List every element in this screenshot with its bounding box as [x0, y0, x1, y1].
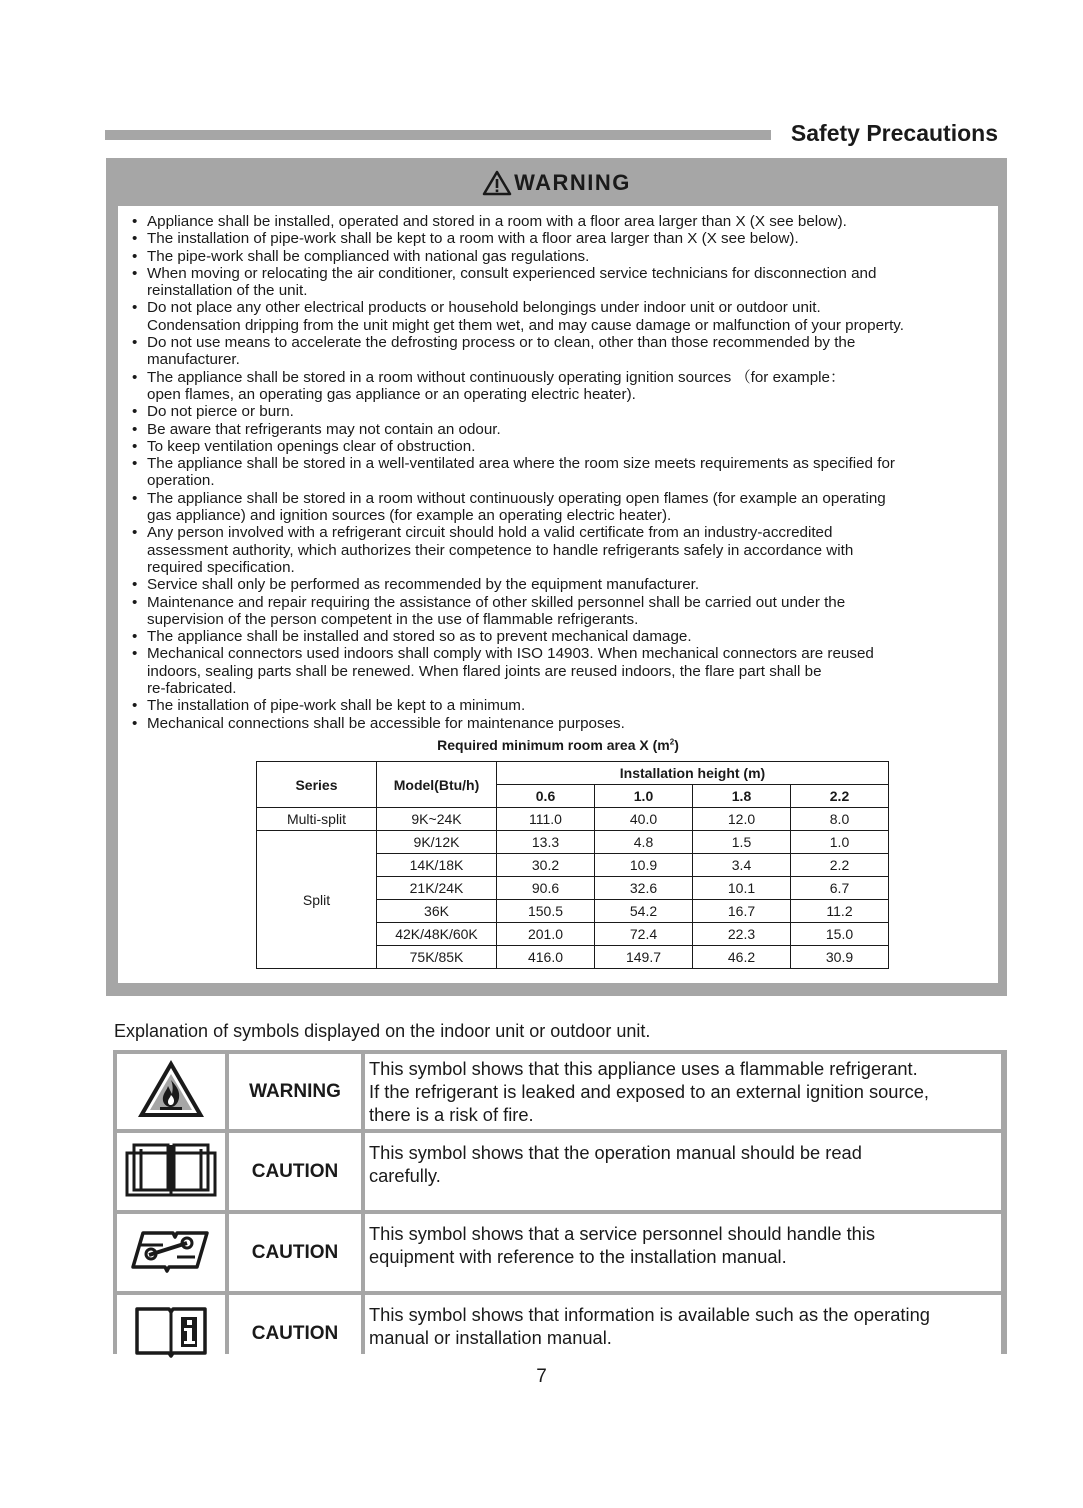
info-manual-icon: [133, 1303, 209, 1359]
warning-title: WARNING: [514, 170, 631, 195]
table-row: [257, 808, 889, 831]
section-title: Safety Precautions: [790, 120, 998, 146]
warning-header: [106, 158, 1007, 206]
value-cell: 149.7: [595, 946, 693, 969]
warning-bullet: • Mechanical connectors used indoors shall comply with ISO 14903. When mechanical connectors are reused indoors, sealing parts shall be renewed. When flared joints are reused indoors, the flare part shall be re-fabricated.: [130, 645, 1000, 697]
value-cell: 1.5: [693, 831, 791, 854]
warning-bullet: • To keep ventilation openings clear of obstruction.: [130, 438, 1000, 455]
symbol-row: [117, 1214, 1001, 1291]
value-cell: 10.1: [693, 877, 791, 900]
series-cell: Split: [257, 831, 377, 969]
value-cell: 201.0: [497, 923, 595, 946]
warning-triangle-icon: [482, 170, 512, 196]
warning-bullet: • The appliance shall be stored in a room without continuously operating open flames (for example an operating gas appliance) and ignition sources (for example an operating electric heater).: [130, 490, 1000, 525]
value-cell: 54.2: [595, 900, 693, 923]
warning-bullet: • Do not use means to accelerate the defrosting process or to clean, other than those recommended by the manufacturer.: [130, 334, 1000, 369]
col-height: Installation height (m): [497, 762, 889, 785]
value-cell: 13.3: [497, 831, 595, 854]
flammable-warning-icon: [135, 1057, 207, 1121]
warning-bullet: • Service shall only be performed as recommended by the equipment manufacturer.: [130, 576, 1000, 593]
symbols-panel: [113, 1050, 1007, 1354]
warning-content: [118, 206, 998, 983]
height-1: 1.0: [595, 785, 693, 808]
value-cell: 1.0: [791, 831, 889, 854]
model-cell: 9K/12K: [377, 831, 497, 854]
model-cell: 9K~24K: [377, 808, 497, 831]
value-cell: 4.8: [595, 831, 693, 854]
value-cell: 16.7: [693, 900, 791, 923]
symbol-row: [117, 1054, 1001, 1129]
col-series: Series: [257, 762, 377, 808]
warning-bullet: • When moving or relocating the air conditioner, consult experienced service technicians for disconnection and reinstallation of the unit.: [130, 265, 1000, 300]
symbol-label: CAUTION: [229, 1295, 361, 1372]
height-3: 2.2: [791, 785, 889, 808]
model-cell: 36K: [377, 900, 497, 923]
value-cell: 46.2: [693, 946, 791, 969]
value-cell: 150.5: [497, 900, 595, 923]
warning-bullet: • The pipe-work shall be complianced with national gas regulations.: [130, 248, 1000, 265]
header-rule: [105, 130, 771, 140]
value-cell: 3.4: [693, 854, 791, 877]
service-manual-icon: [129, 1227, 213, 1273]
symbol-label: CAUTION: [229, 1214, 361, 1291]
warning-bullet: • The appliance shall be stored in a well-ventilated area where the room size meets requirements as specified for operation.: [130, 455, 1000, 490]
page-header: [105, 118, 998, 152]
warning-list: [130, 213, 1000, 732]
symbol-row: [117, 1133, 1001, 1210]
value-cell: 15.0: [791, 923, 889, 946]
open-manual-icon: [124, 1139, 218, 1199]
warning-bullet: • Be aware that refrigerants may not contain an odour.: [130, 421, 1000, 438]
warning-bullet: • Mechanical connections shall be accessible for maintenance purposes.: [130, 715, 1000, 732]
warning-bullet: • The appliance shall be stored in a room without continuously operating ignition sources （for example： open flames, an operating gas appliance or an operating electric heater).: [130, 369, 1000, 404]
value-cell: 6.7: [791, 877, 889, 900]
symbol-description: This symbol shows that the operation manual should be read carefully.: [365, 1133, 1001, 1210]
warning-bullet: • Any person involved with a refrigerant circuit should hold a valid certificate from an industry-accredited assessment authority, which authorizes their competence to handle refrigerants safely in accordance with required specification.: [130, 524, 1000, 576]
value-cell: 10.9: [595, 854, 693, 877]
symbol-description: This symbol shows that this appliance uses a flammable refrigerant. If the refrigerant is leaked and exposed to an external ignition source, there is a risk of fire.: [365, 1054, 1001, 1129]
height-0: 0.6: [497, 785, 595, 808]
model-cell: 42K/48K/60K: [377, 923, 497, 946]
symbol-description: This symbol shows that information is available such as the operating manual or installation manual.: [365, 1295, 1001, 1372]
value-cell: 2.2: [791, 854, 889, 877]
model-cell: 21K/24K: [377, 877, 497, 900]
col-model: Model(Btu/h): [377, 762, 497, 808]
warning-bullet: • Do not pierce or burn.: [130, 403, 1000, 420]
warning-panel: [106, 158, 1007, 996]
warning-bullet: • Maintenance and repair requiring the assistance of other skilled personnel shall be carried out under the supervision of the person competent in the use of flammable refrigerants.: [130, 594, 1000, 629]
value-cell: 12.0: [693, 808, 791, 831]
value-cell: 30.9: [791, 946, 889, 969]
value-cell: 22.3: [693, 923, 791, 946]
value-cell: 40.0: [595, 808, 693, 831]
table-caption: Required minimum room area X $(m^2)$: [437, 737, 679, 753]
value-cell: 11.2: [791, 900, 889, 923]
symbol-label: WARNING: [229, 1054, 361, 1129]
value-cell: 32.6: [595, 877, 693, 900]
series-cell: Multi-split: [257, 808, 377, 831]
value-cell: 72.4: [595, 923, 693, 946]
value-cell: 30.2: [497, 854, 595, 877]
value-cell: 90.6: [497, 877, 595, 900]
symbol-description: This symbol shows that a service personnel should handle this equipment with reference to the installation manual.: [365, 1214, 1001, 1291]
symbol-row: [117, 1295, 1001, 1372]
warning-bullet: • The installation of pipe-work shall be kept to a minimum.: [130, 697, 1000, 714]
symbols-table: [113, 1050, 1005, 1376]
model-cell: 14K/18K: [377, 854, 497, 877]
value-cell: 8.0: [791, 808, 889, 831]
warning-bullet: • Do not place any other electrical products or household belongings under indoor unit or outdoor unit. Condensation dripping from the unit might get them wet, and may cause damage or malfunction of your property.: [130, 299, 1000, 334]
room-area-table: [256, 761, 889, 969]
symbols-intro: Explanation of symbols displayed on the indoor unit or outdoor unit.: [114, 1021, 651, 1041]
warning-bullet: • The appliance shall be installed and stored so as to prevent mechanical damage.: [130, 628, 1000, 645]
table-row: [257, 831, 889, 854]
warning-bullet: • Appliance shall be installed, operated and stored in a room with a floor area larger than X (X see below).: [130, 213, 1000, 230]
page-number: 7: [536, 1366, 547, 1387]
value-cell: 111.0: [497, 808, 595, 831]
model-cell: 75K/85K: [377, 946, 497, 969]
symbol-label: CAUTION: [229, 1133, 361, 1210]
warning-bullet: • The installation of pipe-work shall be kept to a room with a floor area larger than X (X see below).: [130, 230, 1000, 247]
height-2: 1.8: [693, 785, 791, 808]
value-cell: 416.0: [497, 946, 595, 969]
